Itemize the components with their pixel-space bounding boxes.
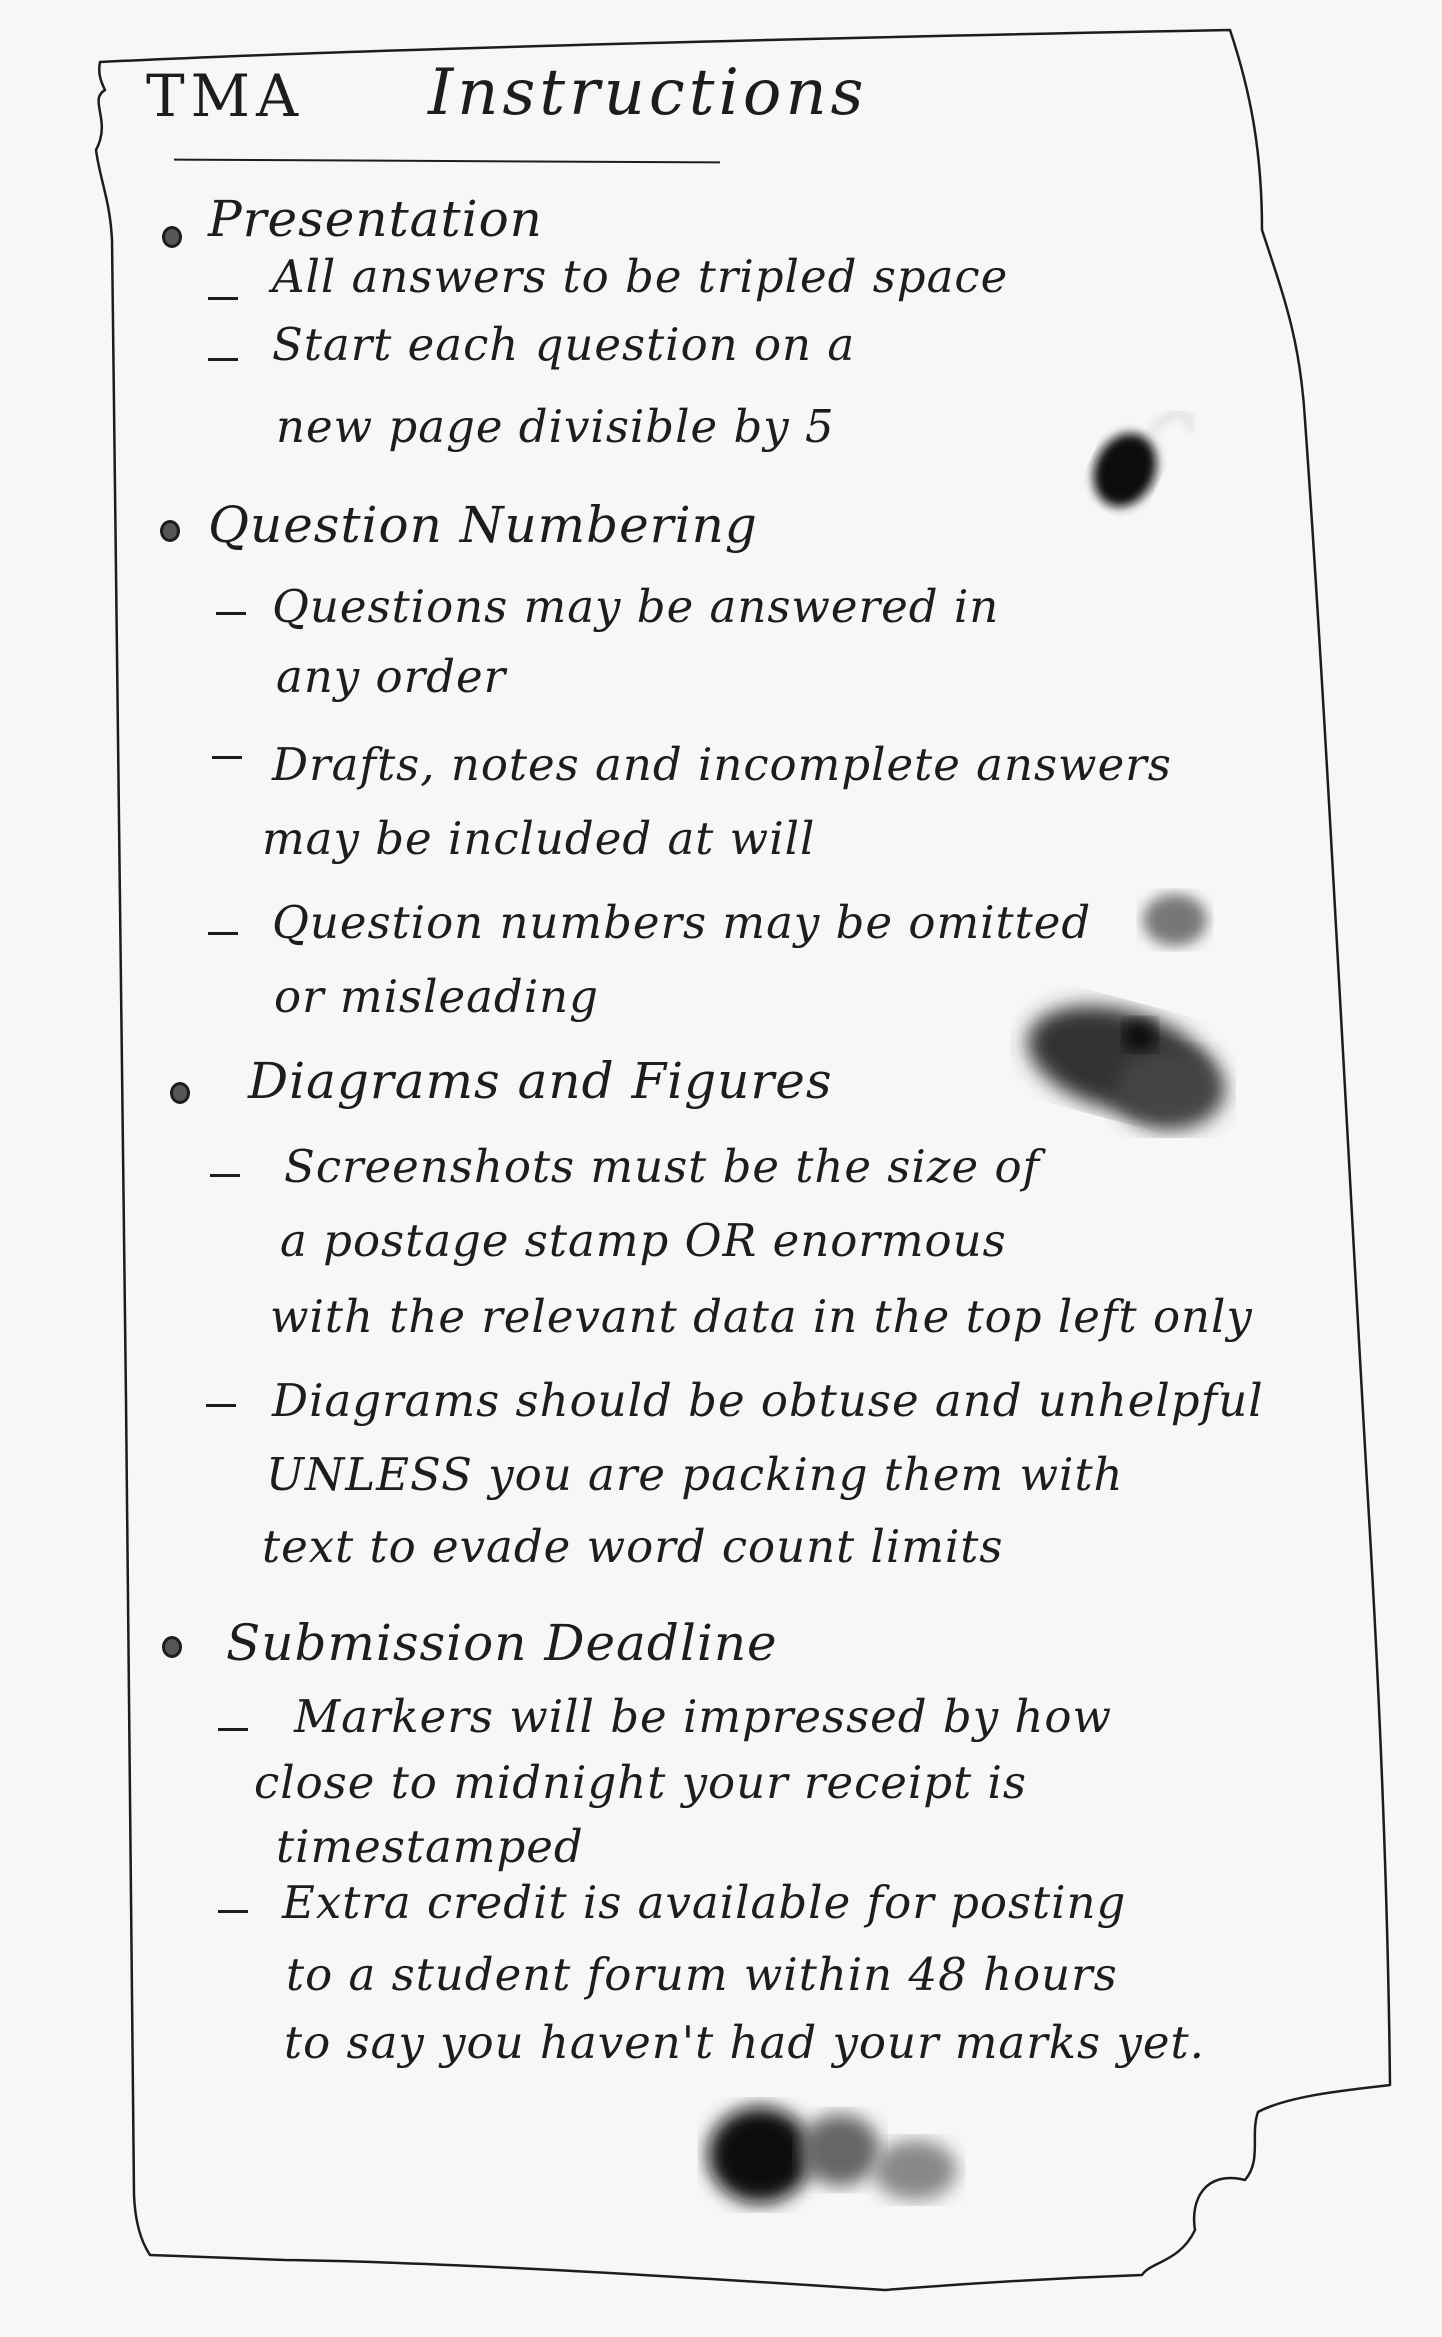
ink-smudge-bottom [690,2095,980,2225]
list-item-line: close to midnight your receipt is [254,1756,1027,1809]
section-heading: Submission Deadline [226,1614,778,1672]
dash-marker [206,1404,236,1407]
dash-marker [208,932,238,935]
section-heading: Question Numbering [208,496,758,554]
list-item-line: Question numbers may be omitted [272,896,1092,949]
list-item-line: or misleading [274,970,599,1023]
bullet-icon [162,1636,182,1658]
list-item-line: with the relevant data in the top left only [270,1290,1253,1343]
bullet-icon [170,1082,190,1104]
list-item-line: Questions may be answered in [272,580,1000,633]
list-item-line: Screenshots must be the size of [284,1140,1041,1193]
bullet-icon [162,226,182,248]
list-item-line: a postage stamp OR enormous [280,1214,1007,1267]
section-heading: Diagrams and Figures [248,1052,833,1110]
title-prefix: TMA [146,62,304,130]
dash-marker [212,756,242,759]
list-item-line: Start each question on a [272,318,856,371]
dash-marker [218,1728,248,1731]
dash-marker [218,1910,248,1913]
dash-marker [208,358,238,361]
list-item-line: may be included at will [262,812,816,865]
list-item-line: to say you haven't had your marks yet. [284,2016,1205,2069]
ink-smudge-small [1130,880,1220,960]
list-item-line: Drafts, notes and incomplete answers [272,738,1172,791]
bullet-icon [160,520,180,542]
list-item-line: Markers will be impressed by how [294,1690,1113,1743]
dash-marker [210,1174,240,1177]
list-item-line: new page divisible by 5 [276,400,835,453]
list-item-line: timestamped [276,1820,584,1873]
list-item-line: Diagrams should be obtuse and unhelpful [272,1374,1264,1427]
ink-smudge-top [1070,400,1200,540]
list-item-line: any order [276,650,507,703]
list-item-line: UNLESS you are packing them with [266,1448,1124,1501]
dash-marker [208,297,238,300]
list-item-line: All answers to be tripled space [272,250,1009,303]
page-title: Instructions [428,56,868,130]
dash-marker [216,612,246,615]
ink-smudge-middle [1010,980,1250,1160]
list-item-line: text to evade word count limits [262,1520,1004,1573]
list-item-line: Extra credit is available for posting [282,1876,1127,1929]
section-heading: Presentation [208,190,543,248]
list-item-line: to a student forum within 48 hours [286,1948,1118,2001]
